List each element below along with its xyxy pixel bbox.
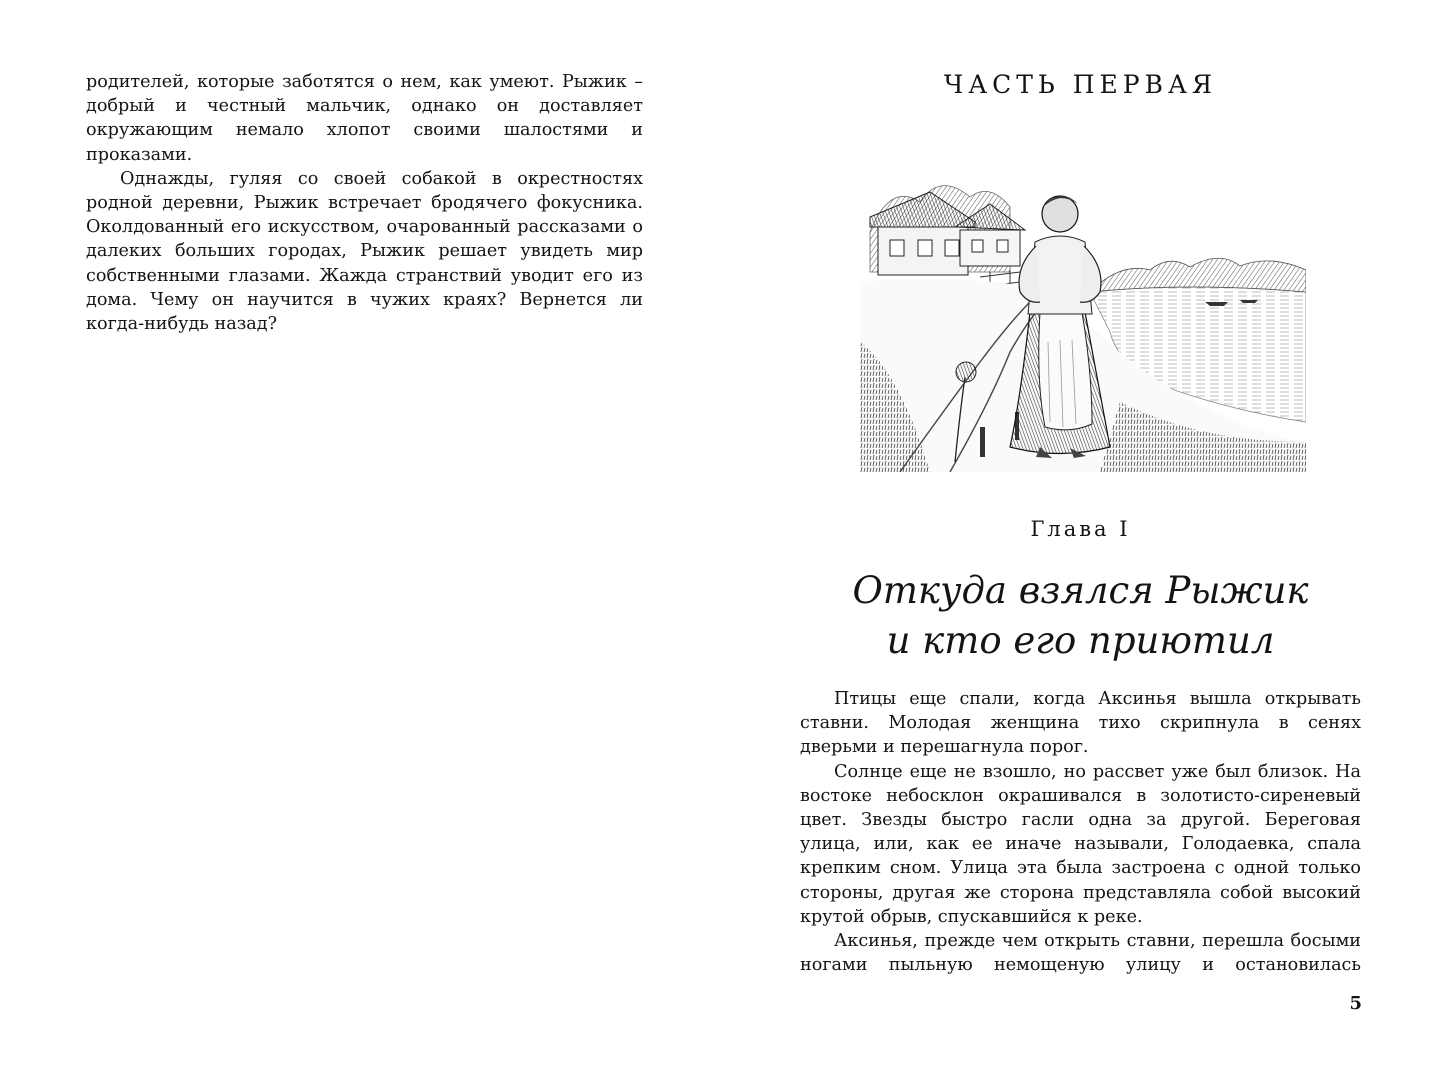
left-page: [0, 0, 720, 1080]
chapter-title: [830, 566, 1331, 666]
page-number: 5: [1349, 993, 1362, 1014]
right-paragraph-2: Солнце еще не взошло, но рассвет уже был близок. На востоке небосклон окрашивался в золотисто-сиреневый цвет. Звезды быстро гасли одна за другой. Береговая улица, или, как ее иначе называли, Голодаевка, спала крепким сном. Улица эта была застроена с одной только стороны, другая же сторона представляла собой высокий крутой обрыв, спускавшийся к реке.: [800, 761, 1361, 927]
part-title: ЧАСТЬ ПЕРВАЯ: [943, 70, 1218, 99]
chapter-title-line-1: Откуда взялся Рыжик: [852, 569, 1309, 612]
left-page-text: [86, 70, 643, 336]
left-paragraph-2: Однажды, гуляя со своей собакой в окрестностях родной деревни, Рыжик встречает бродячего фокусника. Околдованный его искусством, очарованный рассказами о далеких больших городах, Рыжик решает увидеть мир собственными глазами. Жажда странствий уводит его из дома. Чему он научится в чужих краях? Вернется ли когда-нибудь назад?: [86, 168, 643, 335]
chapter-title-line-2: и кто его приютил: [886, 619, 1275, 662]
left-paragraph-1: родителей, которые заботятся о нем, как умеют. Рыжик – добрый и честный мальчик, однако он доставляет окружающим немало хлопот своими шалостями и проказами.: [86, 72, 643, 165]
right-paragraph-3: Аксинья, прежде чем открыть ставни, перешла босыми ногами пыльную немощеную улицу и остановилась: [800, 931, 1361, 976]
right-page-text: [800, 687, 1361, 977]
right-page: [720, 0, 1441, 1080]
right-paragraph-1: Птицы еще спали, когда Аксинья вышла открывать ставни. Молодая женщина тихо скрипнула в сенях дверьми и перешагнула порог.: [800, 689, 1361, 758]
chapter-label: Глава I: [1030, 517, 1131, 541]
village-woman-illustration: [860, 142, 1306, 472]
